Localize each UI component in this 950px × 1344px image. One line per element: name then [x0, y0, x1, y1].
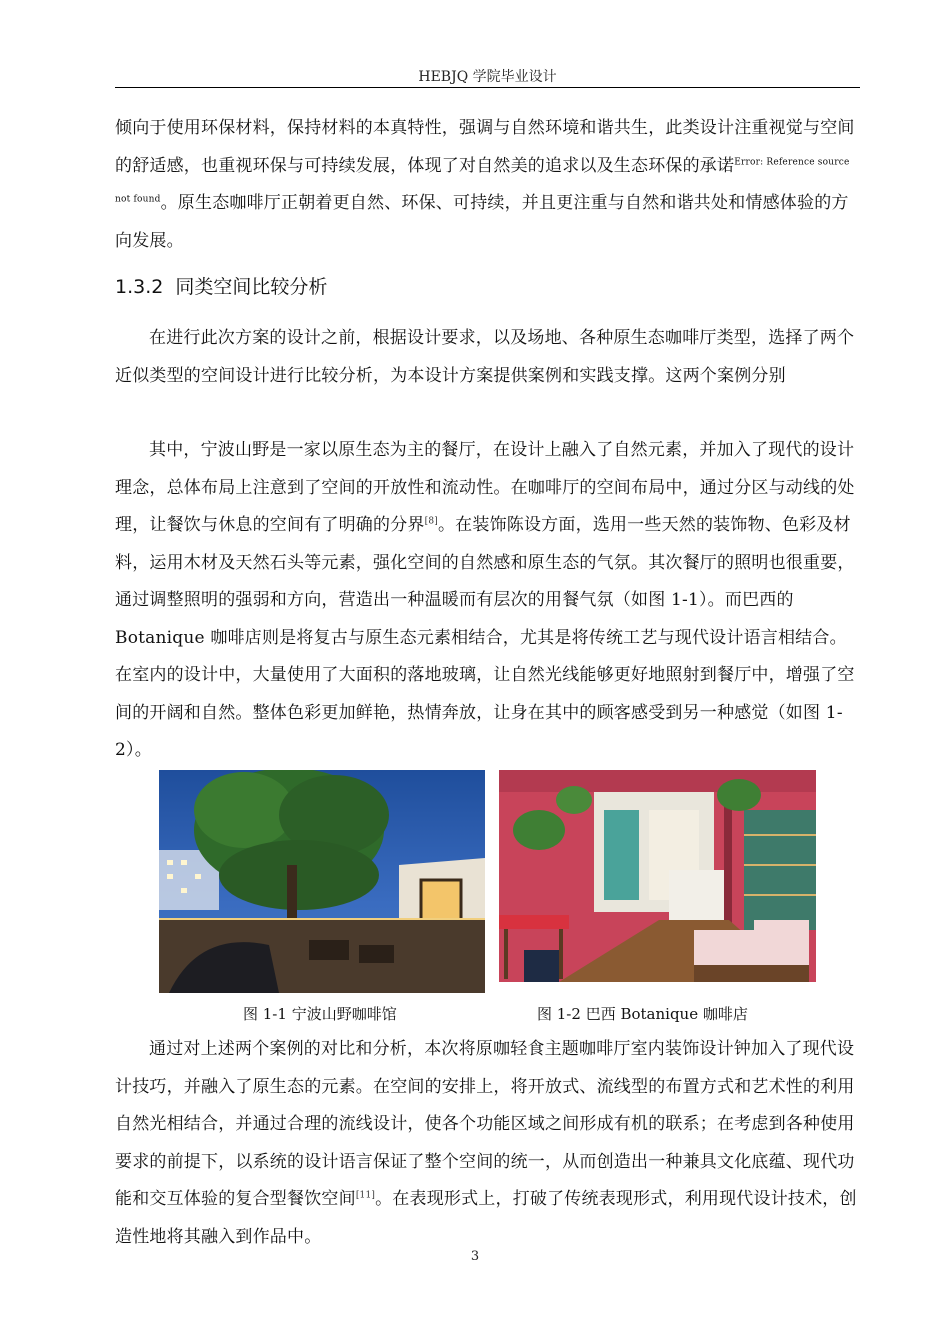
paragraph-3	[115, 432, 860, 770]
section-number: 1.3.2	[115, 276, 164, 298]
paragraph-4	[115, 1031, 860, 1256]
figure-1-1-photo	[159, 770, 485, 993]
section-heading	[115, 272, 339, 299]
paragraph-1	[115, 110, 860, 260]
header-divider	[115, 87, 860, 88]
citation-8: [8]	[424, 516, 438, 527]
paragraph-3-text-a: 其中，宁波山野是一家以原生态为主的餐厅，在设计上融入了自然元素，并加入了现代的设计理念，总体布局上注意到了空间的开放性和流动性。在咖啡厅的空间布局中，通过分区与动线的处理，让餐饮与休息的空间有了明确的分界	[115, 440, 855, 535]
citation-11: [11]	[355, 1190, 376, 1201]
figure-1-2-caption: 图 1-2 巴西 Botanique 咖啡店	[537, 1005, 748, 1023]
paragraph-3-text-b: 。在装饰陈设方面，选用一些天然的装饰物、色彩及材料，运用木材及天然石头等元素，强化空间的自然感和原生态的气氛。其次餐厅的照明也很重要，通过调整照明的强弱和方向，营造出一种温暖而有层次的用餐气氛（如图 1-1）。而巴西的 Botanique 咖啡店则是将复古与原生态元素相结合，尤其是将传统工艺与现代设计语言相结合。在室内的设计中，大量使用了大面积的落地玻璃，让自然光线能够更好地照射到餐厅中，增强了空间的开阔和自然。整体色彩更加鲜艳，热情奔放，让身在其中的顾客感受到另一种感觉（如图 1-2）。	[115, 515, 855, 760]
page-header: HEBJQ 学院毕业设计	[418, 69, 557, 85]
ningbo-cafe-illustration	[159, 770, 485, 993]
section-title: 同类空间比较分析	[175, 276, 328, 298]
paragraph-4-text-a: 通过对上述两个案例的对比和分析，本次将原咖轻食主题咖啡厅室内装饰设计钟加入了现代设计技巧，并融入了原生态的元素。在空间的安排上，将开放式、流线型的布置方式和艺术性的利用自然光相结合，并通过合理的流线设计，使各个功能区域之间形成有机的联系；在考虑到各种使用要求的前提下，以系统的设计语言保证了整个空间的统一，从而创造出一种兼具文化底蕴、现代功能和交互体验的复合型餐饮空间	[115, 1039, 855, 1209]
figure-1-1-caption: 图 1-1 宁波山野咖啡馆	[243, 1005, 397, 1023]
botanique-cafe-illustration	[499, 770, 816, 982]
figure-1-2-photo	[499, 770, 816, 982]
reference-error: Error: Reference source not found	[115, 156, 850, 205]
paragraph-1-text-a: 倾向于使用环保材料，保持材料的本真特性，强调与自然环境和谐共生，此类设计注重视觉与空间的舒适感，也重视环保与可持续发展，体现了对自然美的追求以及生态环保的承诺	[115, 118, 855, 176]
page-number: 3	[470, 1249, 480, 1264]
paragraph-1-text-b: 。原生态咖啡厅正朝着更自然、环保、可持续，并且更注重与自然和谐共处和情感体验的方向发展。	[115, 193, 849, 251]
paragraph-2: 在进行此次方案的设计之前，根据设计要求，以及场地、各种原生态咖啡厅类型，选择了两个近似类型的空间设计进行比较分析，为本设计方案提供案例和实践支撑。这两个案例分别	[115, 328, 855, 386]
paragraph-4-text-b: 。在表现形式上，打破了传统表现形式，利用现代设计技术，创造性地将其融入到作品中。	[115, 1189, 857, 1247]
